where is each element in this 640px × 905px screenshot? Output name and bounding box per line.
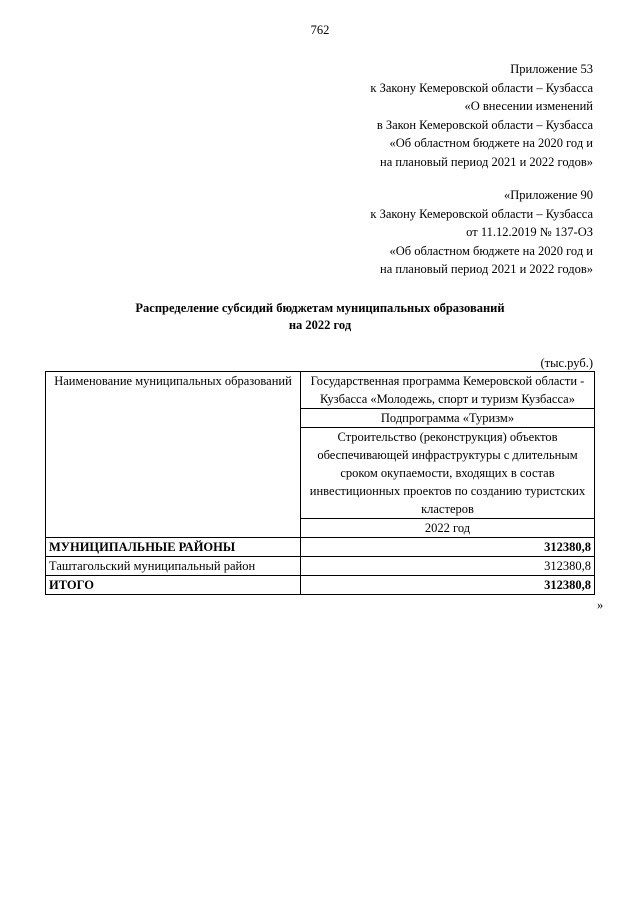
appendix-line: на плановый период 2021 и 2022 годов» xyxy=(380,154,593,169)
table-row xyxy=(46,557,595,576)
table-row xyxy=(46,576,595,595)
appendix-line: «Об областном бюджете на 2020 год и xyxy=(389,243,593,258)
header-activity: Строительство (реконструкция) объектов обеспечивающей инфраструктуры с длительным сроком окупаемости, входящих в состав инвестиционных проектов по созданию туристских кластеров xyxy=(301,428,595,519)
subsidy-table xyxy=(45,371,595,595)
appendix-line: в Закон Кемеровской области – Кузбасса xyxy=(376,117,593,132)
appendix-53-block xyxy=(370,60,593,172)
row-value: 312380,8 xyxy=(301,576,595,595)
appendix-line: к Закону Кемеровской области – Кузбасса xyxy=(370,206,593,221)
title-line-2: на 2022 год xyxy=(288,318,352,332)
row-name: МУНИЦИПАЛЬНЫЕ РАЙОНЫ xyxy=(46,538,301,557)
appendix-line: «О внесении изменений xyxy=(464,99,593,114)
header-subprogram: Подпрограмма «Туризм» xyxy=(301,409,595,428)
units-label: (тыс.руб.) xyxy=(540,356,593,370)
appendix-line: от 11.12.2019 № 137-ОЗ xyxy=(466,225,593,240)
table-header-row xyxy=(46,372,595,409)
appendix-90-block xyxy=(370,186,593,279)
appendix-line: на плановый период 2021 и 2022 годов» xyxy=(380,262,593,277)
page-number: 762 xyxy=(310,23,330,37)
appendix-line: Приложение 53 xyxy=(510,62,593,76)
appendix-line: «Приложение 90 xyxy=(504,188,593,202)
appendix-line: к Закону Кемеровской области – Кузбасса xyxy=(370,80,593,95)
header-state-program: Государственная программа Кемеровской области - Кузбасса «Молодежь, спорт и туризм Кузбасса» xyxy=(301,372,595,409)
document-title xyxy=(0,300,640,334)
closing-quote: » xyxy=(597,598,604,612)
row-name: ИТОГО xyxy=(46,576,301,595)
appendix-line: «Об областном бюджете на 2020 год и xyxy=(389,136,593,151)
header-year: 2022 год xyxy=(301,519,595,538)
row-value: 312380,8 xyxy=(301,557,595,576)
title-line-1: Распределение субсидий бюджетам муниципальных образований xyxy=(135,301,505,315)
table-row xyxy=(46,538,595,557)
header-municipality-name: Наименование муниципальных образований xyxy=(46,372,301,538)
row-value: 312380,8 xyxy=(301,538,595,557)
row-name: Таштагольский муниципальный район xyxy=(46,557,301,576)
